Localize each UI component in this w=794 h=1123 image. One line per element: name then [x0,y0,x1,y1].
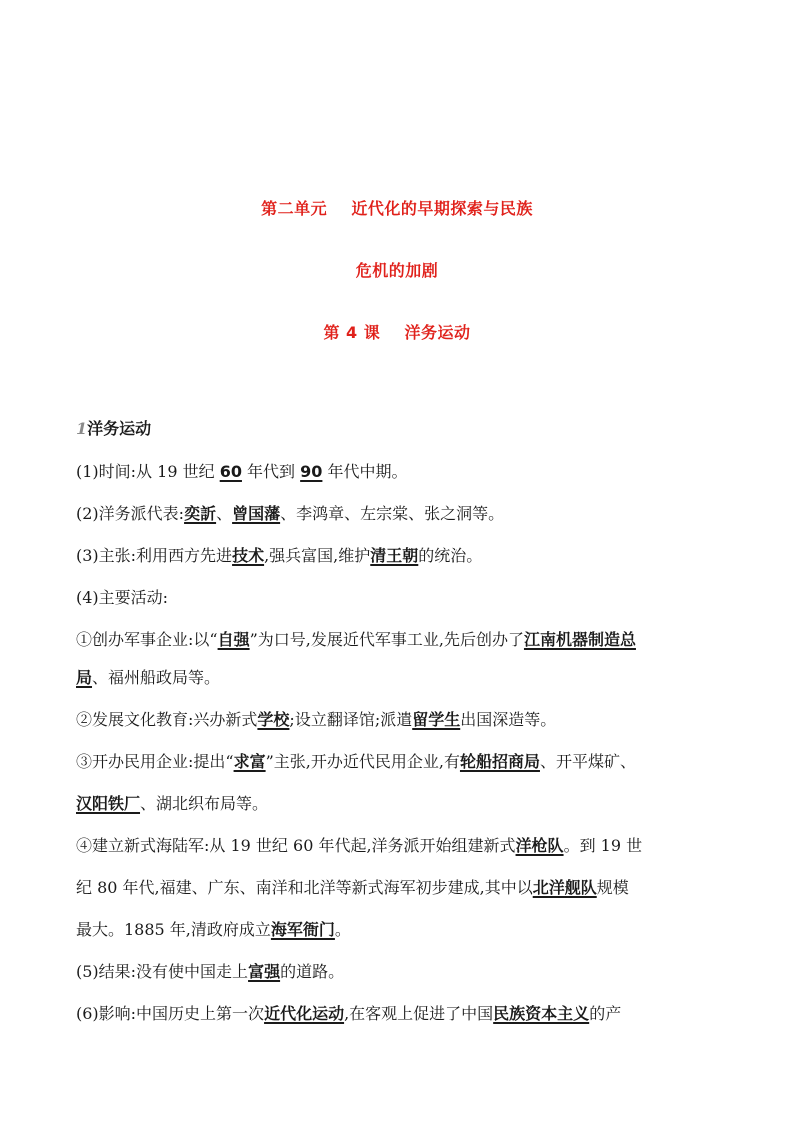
text: ,强兵富国,维护 [264,546,371,565]
key-term: 清王朝 [370,546,419,565]
text: 、开平煤矿、 [539,752,636,771]
activity-military [76,629,636,651]
item-activities-heading [76,587,168,609]
unit-title: 第二单元 近代化的早期探索与民族 [261,199,533,218]
section-heading [76,418,151,440]
activity-civilian [76,751,636,773]
key-term: 民族资本主义 [493,1004,590,1023]
key-term: 海军衙门 [270,920,335,939]
key-term: 60 [219,462,242,481]
activity-army-navy-cont [76,877,629,899]
key-term: 轮船招商局 [459,752,540,771]
text: 出国深造等。 [460,710,557,729]
text: ”主张,开办近代民用企业,有 [265,752,460,771]
text: 、 [216,504,233,523]
text: 年代到 [241,462,301,481]
text: (1)时间:从 19 世纪 [76,462,220,481]
item-representatives [76,503,504,525]
activity-education [76,709,556,731]
text: ;设立翻译馆;派遣 [289,710,413,729]
text: (4)主要活动: [76,588,169,607]
key-term: 富强 [248,962,281,981]
text: 年代中期。 [322,462,408,481]
key-term: 北洋舰队 [532,878,597,897]
text: ”为口号,发展近代军事工业,先后创办了 [249,630,524,649]
text: 的统治。 [418,546,483,565]
text: 、李鸿章、左宗棠、张之洞等。 [280,504,505,523]
key-term: 求富 [233,752,266,771]
key-term: 洋枪队 [515,836,564,855]
text: (3)主张:利用西方先进 [76,546,233,565]
text: (6)影响:中国历史上第一次 [76,1004,265,1023]
text: 。到 19 世 [563,836,643,855]
text: ③开办民用企业:提出“ [76,752,234,771]
key-term: 自强 [217,630,250,649]
text: ,在客观上促进了中国 [344,1004,494,1023]
text: ①创办军事企业:以“ [76,630,218,649]
text: ②发展文化教育:兴办新式 [76,710,258,729]
key-term: 曾国藩 [232,504,281,523]
text: 规模 [596,878,629,897]
section-number: 1 [76,419,88,438]
text: 、福州船政局等。 [92,668,221,687]
key-term: 90 [300,462,323,481]
text: 的产 [589,1004,622,1023]
key-term: 技术 [232,546,265,565]
text: 的道路。 [280,962,345,981]
text: 。 [334,920,351,939]
key-term: 留学生 [412,710,461,729]
item-result [76,961,344,983]
text: ④建立新式海陆军:从 19 世纪 60 年代起,洋务派开始组建新式 [76,836,516,855]
key-term: 奕訢 [184,504,217,523]
activity-civilian-cont [76,793,268,815]
text: (5)结果:没有使中国走上 [76,962,249,981]
text: 纪 80 年代,福建、广东、南洋和北洋等新式海军初步建成,其中以 [76,878,533,897]
item-time [76,461,408,483]
key-term: 汉阳铁厂 [76,794,141,813]
activity-military-cont [76,667,220,689]
key-term: 江南机器制造总 [523,630,636,649]
key-term: 近代化运动 [264,1004,345,1023]
lesson-title: 第 4 课 洋务运动 [323,323,471,342]
unit-title-continuation: 危机的加剧 [355,261,439,280]
text: (2)洋务派代表: [76,504,185,523]
section-title: 洋务运动 [87,419,152,438]
activity-army-navy-cont2 [76,919,351,941]
text: 最大。1885 年,清政府成立 [76,920,271,939]
text: 、湖北织布局等。 [140,794,269,813]
key-term: 学校 [257,710,290,729]
item-proposition [76,545,482,567]
key-term: 局 [76,668,93,687]
item-influence [76,1003,621,1025]
activity-army-navy [76,835,642,857]
